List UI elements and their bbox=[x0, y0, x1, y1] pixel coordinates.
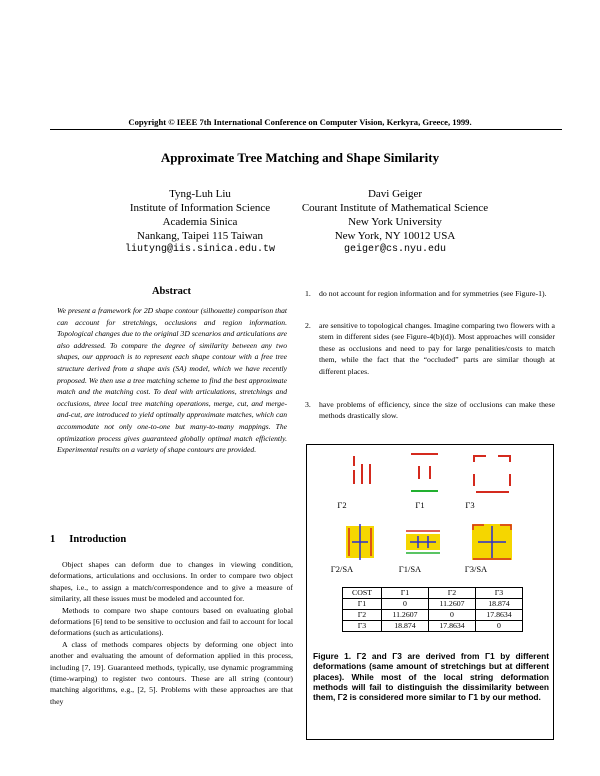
table-row bbox=[343, 599, 523, 610]
shape-gamma1 bbox=[411, 454, 438, 491]
paragraph: A class of methods compares objects by deforming one object into another and evaluating the amount of deformation applied in this process, including [7, 19]. Guaranteed methods, typically, use dynamic programming (time-warping) to register two contours. These are all string (contour) matching algorithms, e.g., [2, 5]. Problems with these approaches are that they bbox=[50, 639, 293, 706]
table-cell: Γ1 bbox=[343, 599, 382, 610]
shape-gamma2-sa bbox=[346, 524, 374, 560]
table-header-cell: COST bbox=[343, 588, 382, 599]
author-block-1 bbox=[90, 187, 310, 257]
table-cell: 17.8634 bbox=[429, 621, 476, 632]
abstract-heading: Abstract bbox=[151, 286, 192, 297]
table-cell: 17.8634 bbox=[476, 610, 523, 621]
figure-label-gamma2-sa: Γ2/SA bbox=[330, 564, 354, 574]
author-name: Tyng-Luh Liu bbox=[169, 188, 231, 200]
table-header-cell: Γ1 bbox=[382, 588, 429, 599]
table-cell: 0 bbox=[382, 599, 429, 610]
author-affiliation: Institute of Information Science bbox=[129, 202, 271, 214]
author-affiliation: Courant Institute of Mathematical Science bbox=[301, 202, 489, 214]
header-rule bbox=[50, 129, 562, 130]
list-item bbox=[305, 399, 555, 422]
list-number: 2. bbox=[305, 321, 311, 330]
paragraph: Object shapes can deform due to changes in viewing condition, deformations, articulations and occlusions. In order to compare two object shapes, i.e., to assign a match/correspondence and to give a measure of similarity, all these issues must be modeled and accounted for. bbox=[50, 560, 293, 604]
table-cell: 0 bbox=[476, 621, 523, 632]
author-block-2 bbox=[285, 187, 505, 257]
figure-label-gamma3: Γ3 bbox=[465, 500, 475, 510]
cost-table bbox=[342, 587, 523, 632]
table-row bbox=[343, 621, 523, 632]
author-email: geiger@cs.nyu.edu bbox=[343, 244, 447, 255]
shape-gamma2 bbox=[354, 456, 370, 484]
list-number: 3. bbox=[305, 400, 311, 409]
table-cell: Γ3 bbox=[343, 621, 382, 632]
table-cell: 11.2607 bbox=[429, 599, 476, 610]
table-row bbox=[343, 610, 523, 621]
author-org: New York University bbox=[348, 216, 442, 228]
table-header-row bbox=[343, 588, 523, 599]
table-header-cell: Γ3 bbox=[476, 588, 523, 599]
shape-gamma3 bbox=[474, 456, 510, 492]
author-org: Academia Sinica bbox=[162, 216, 238, 228]
copyright-line: Copyright © IEEE 7th International Conference on Computer Vision, Kerkyra, Greece, 1999. bbox=[128, 117, 472, 127]
figure-label-gamma1-sa: Γ1/SA bbox=[398, 564, 422, 574]
section-number: 1 bbox=[50, 534, 56, 545]
section-heading-introduction bbox=[50, 534, 140, 545]
table-cell: 18.874 bbox=[382, 621, 429, 632]
table-cell: Γ2 bbox=[343, 610, 382, 621]
list-number: 1. bbox=[305, 289, 311, 298]
figure-label-gamma3-sa: Γ3/SA bbox=[464, 564, 488, 574]
abstract-text: We present a framework for 2D shape contour (silhouette) comparison that can account for stretchings, occlusions and region information. Topological changes due to the original 3D scenarios and articulations are also addressed. To compare the degree of similarity between any two shapes, our approach is to represent each shape contour with a free tree structure derived from a shape axis (SA) model, which we have recently proposed. We then use a tree matching scheme to find the best approximate match and the matching cost. To deal with articulations, stretchings and occlusions, three local tree matching operations, merge, cut, and merge-and-cut, are introduced to yield optimally approximate matches, which can accommodate not only one-to-one but many-to-many mappings. The optimization process gives guaranteed globally optimal match efficiently. Experimental results on a variety of shape contours are provided. bbox=[57, 306, 287, 455]
shape-gamma1-sa bbox=[406, 531, 440, 553]
author-email: liutyng@iis.sinica.edu.tw bbox=[124, 244, 276, 255]
author-address: New York, NY 10012 USA bbox=[334, 230, 456, 242]
shape-gamma3-sa bbox=[472, 524, 512, 560]
figure-label-gamma2: Γ2 bbox=[337, 500, 347, 510]
paragraph: Methods to compare two shape contours based on evaluating global deformations [6] tend to be sensitive to occlusion and fail to account for local deformations (such as articulations). bbox=[50, 605, 293, 638]
list-text: have problems of efficiency, since the size of occlusions can make these methods drastically slow. bbox=[319, 400, 555, 421]
author-address: Nankang, Taipei 115 Taiwan bbox=[137, 230, 263, 242]
caption-label: Figure 1. bbox=[313, 651, 352, 661]
section-title: Introduction bbox=[69, 534, 127, 545]
author-name: Davi Geiger bbox=[367, 188, 423, 200]
figure-label-gamma1: Γ1 bbox=[415, 500, 425, 510]
table-cell: 11.2607 bbox=[382, 610, 429, 621]
table-cell: 0 bbox=[429, 610, 476, 621]
paper-title: Approximate Tree Matching and Shape Similarity bbox=[160, 150, 440, 165]
caption-text: Γ2 and Γ3 are derived from Γ1 by different deformations (same amount of stretchings but at different places). While most of the local string deformation methods will fail to distinguish the dissimilarity between them, Γ2 is considered more similar to Γ1 by our method. bbox=[313, 651, 550, 703]
list-text: are sensitive to topological changes. Imagine comparing two flowers with a stem in different sides (see Figure-4(b)(d)). Most approaches will consider these as occlusions and need to pay for large penalities/costs to match them, while the fact that the “occluded” parts are similar though at different places. bbox=[319, 321, 555, 376]
list-text: do not account for region information and for symmetries (see Figure-1). bbox=[319, 289, 547, 298]
figure-caption bbox=[313, 651, 549, 702]
figure-1-shapes bbox=[306, 444, 554, 584]
introduction-body bbox=[50, 559, 293, 707]
list-item bbox=[305, 288, 555, 299]
list-item bbox=[305, 320, 555, 377]
table-header-cell: Γ2 bbox=[429, 588, 476, 599]
table-cell: 18.874 bbox=[476, 599, 523, 610]
